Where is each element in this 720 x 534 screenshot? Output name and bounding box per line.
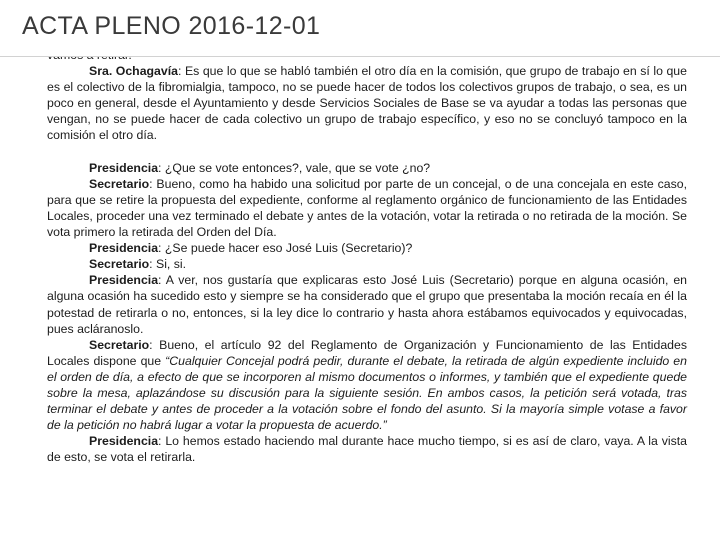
paragraph-gap bbox=[47, 144, 687, 160]
speaker-separator: : bbox=[149, 337, 160, 352]
transcript-text: Bueno, como ha habido una solicitud por parte de un concejal, o de una concejala en este caso, para que se retire la propuesta del expediente, conforme al reglamento orgánico de funcionamiento de las Entidades Locales, proceder una vez terminado el debate y antes de la votación, votar la retirada o no retirada de la moción. Se vota primero la retirada del Orden del Día. bbox=[47, 176, 687, 240]
speaker-label: Secretario bbox=[89, 176, 150, 191]
speaker-separator: : bbox=[158, 273, 166, 288]
speaker-separator: : bbox=[149, 176, 157, 191]
transcript-block bbox=[47, 63, 687, 143]
transcript-text: Bueno, el artículo 92 del Reglamento de Organización y Funcionamiento de las Entidades Locales dispone que bbox=[47, 337, 687, 368]
transcript-block bbox=[47, 176, 687, 240]
speaker-label: Presidencia bbox=[89, 241, 159, 256]
header-divider bbox=[0, 56, 720, 57]
speaker-separator: : bbox=[177, 64, 185, 79]
speaker-separator: : bbox=[149, 257, 156, 272]
speaker-separator: : bbox=[158, 241, 165, 256]
transcript-text: A ver, nos gustaría que explicaras esto José Luis (Secretario) porque en alguna ocasión, en alguna ocasión ha sucedido esto y siempre se ha considerado que el grupo que presentaba la moción recaía en él la potestad de retirarla o no, entonces, si la ley dice lo contrario y hasta ahora estábamos equivocados y equivocadas, pues acláranoslo. bbox=[47, 273, 687, 336]
transcript-text: ¿Se puede hacer eso José Luis (Secretario)? bbox=[164, 241, 413, 256]
document-text-body bbox=[47, 47, 687, 465]
legal-quotation: “Cualquier Concejal podrá pedir, durante el debate, la retirada de algún expediente incluido en el orden de día, a efecto de que se incorporen al mismo documentos o informes, y también que el expediente quede sobre la mesa, aplazándose su discusión para la siguiente sesión. En ambos casos, la petición será votada, tras terminar el debate y antes de proceder a la votación sobre el fondo del asunto. Si la mayoría simple votase a favor de la petición no habrá lugar a votar la propuesta de acuerdo.” bbox=[47, 353, 687, 433]
transcript-text: Si, si. bbox=[156, 257, 187, 272]
transcript-block bbox=[47, 240, 687, 256]
document-header bbox=[0, 0, 720, 57]
transcript-block bbox=[47, 160, 687, 176]
speaker-separator: : bbox=[158, 160, 165, 175]
transcript-text: Lo hemos estado haciendo mal durante hace mucho tiempo, si es así de claro, vaya. A la vista de esto, se vota el retirarla. bbox=[47, 434, 688, 465]
transcript-block bbox=[47, 256, 687, 272]
transcript-block bbox=[47, 272, 687, 336]
speaker-label: Presidencia bbox=[89, 273, 159, 288]
speaker-label: Secretario bbox=[89, 257, 150, 272]
page-title: ACTA PLENO 2016-12-01 bbox=[22, 12, 321, 40]
transcript-block-with-quote bbox=[47, 337, 687, 434]
speaker-separator: : bbox=[158, 434, 166, 449]
transcript-block bbox=[47, 433, 687, 465]
speaker-label: Sra. Ochagavía bbox=[89, 64, 178, 79]
transcript-text: ¿Que se vote entonces?, vale, que se vote ¿no? bbox=[164, 160, 431, 175]
transcript-text: Es que lo que se habló también el otro día en la comisión, que grupo de trabajo en sí lo que es el colectivo de la fibromialgia, tampoco, no se puede hacer de todos los colectivos grupos de trabajo, o sea, es un poco en general, desde el Ayuntamiento y desde Servicios Sociales de Base se va ayudar a todas las personas que vengan, no se puede hacer de cada colectivo un grupo de trabajo específico, y eso no se concluyó tampoco en la comisión el otro día. bbox=[47, 64, 687, 143]
speaker-label: Presidencia bbox=[89, 160, 159, 175]
speaker-label: Secretario bbox=[89, 337, 150, 352]
speaker-label: Presidencia bbox=[89, 434, 159, 449]
